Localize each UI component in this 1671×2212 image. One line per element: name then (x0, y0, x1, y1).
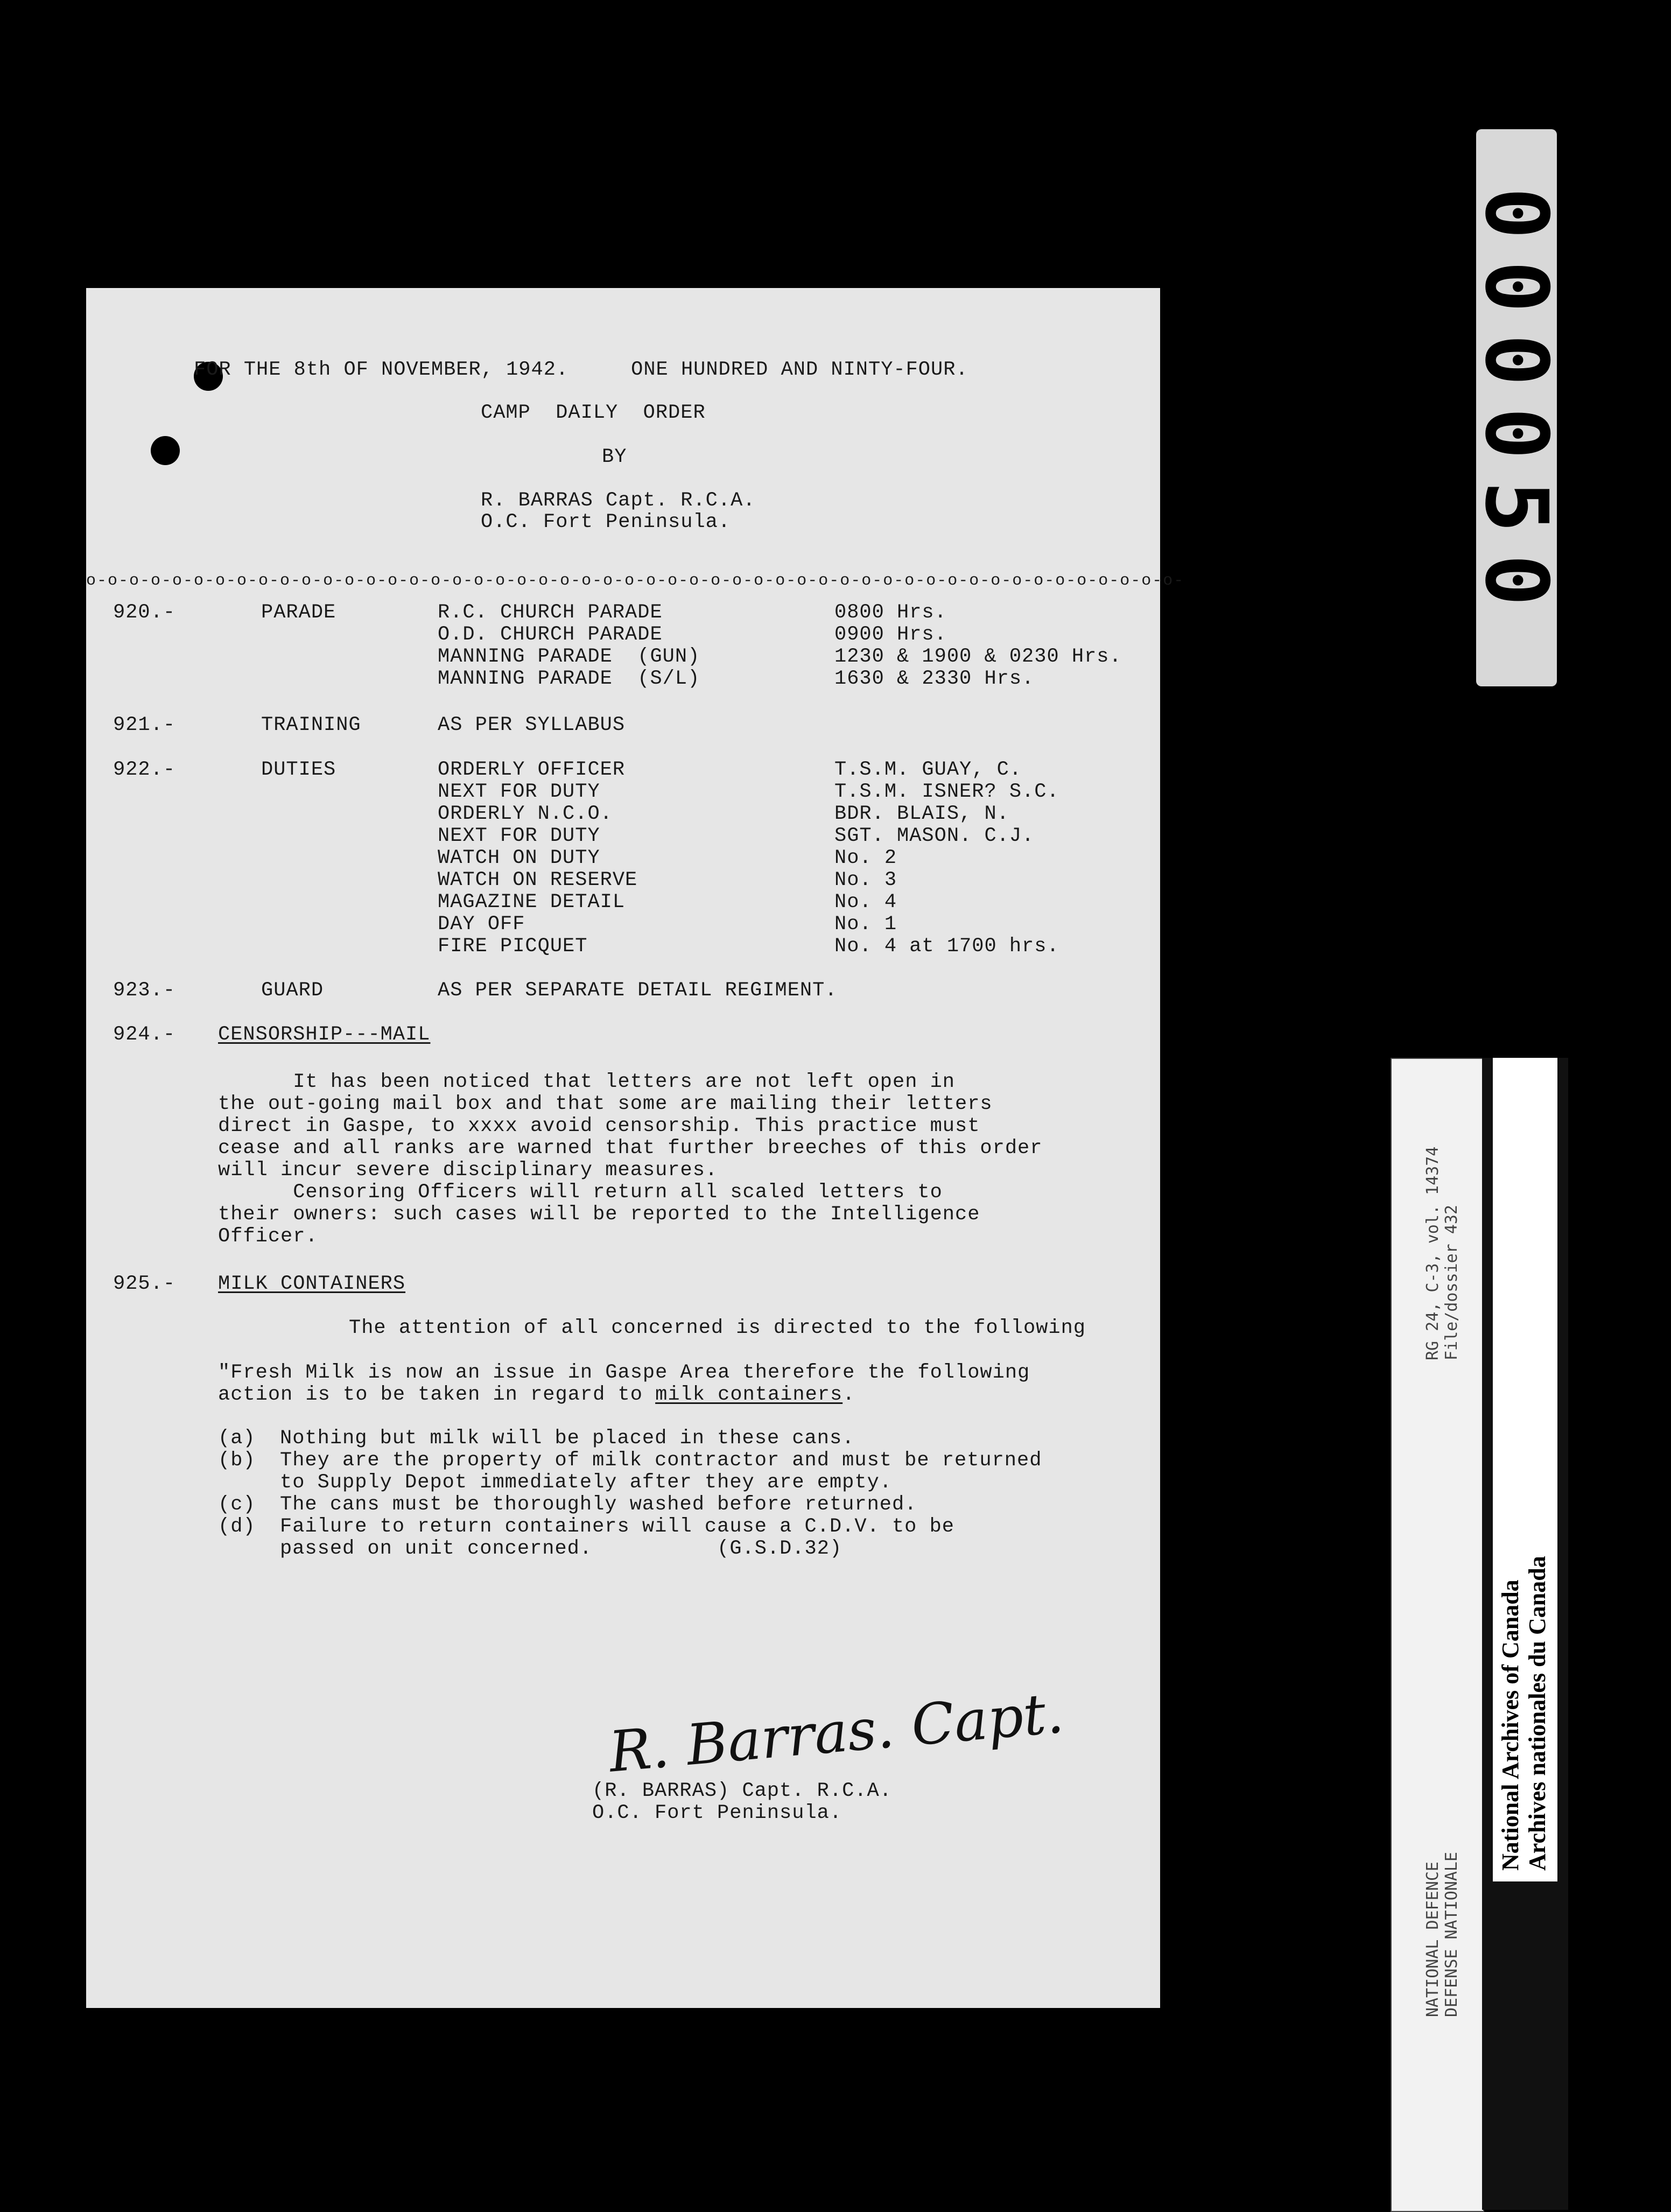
document-page (86, 288, 1185, 2008)
censorship-line: Officer. (218, 1225, 318, 1248)
order-heading: MILK CONTAINERS (218, 1273, 406, 1295)
duty-value: No. 4 (834, 891, 897, 914)
duty-value: No. 2 (834, 847, 897, 869)
order-heading: DUTIES (261, 759, 336, 781)
parade-time: 1630 & 2330 Hrs. (834, 668, 1035, 690)
list-text: to Supply Depot immediately after they are empty. (280, 1471, 892, 1494)
duty-item: FIRE PICQUET (438, 935, 588, 958)
duty-value: No. 1 (834, 913, 897, 936)
closing-unit: O.C. Fort Peninsula. (592, 1802, 842, 1824)
duty-item: NEXT FOR DUTY (438, 781, 600, 803)
order-heading: TRAINING (261, 714, 361, 736)
issuer-unit: O.C. Fort Peninsula. (481, 511, 731, 533)
divider-line: o-o-o-o-o-o-o-o-o-o-o-o-o-o-o-o-o-o-o-o-o-o-o-o-o-o-o-o-o-o-o-o-o-o-o-o-o-o-o-o-o-o-o-o-o-o-o-o-o-o-o- (86, 572, 1185, 590)
milk-containers-underlined: milk containers (655, 1384, 843, 1406)
censorship-line: Censoring Officers will return all scaled letters to (218, 1181, 943, 1204)
order-by: BY (602, 446, 627, 468)
milk-intro: The attention of all concerned is directed to the following (349, 1317, 1086, 1339)
duty-value: BDR. BLAIS, N. (834, 803, 1009, 825)
frame-number-strip (1466, 129, 1567, 686)
order-number: 924.- (113, 1023, 176, 1046)
archive-name-box (1493, 1058, 1557, 1881)
list-letter: (d) (218, 1515, 256, 1538)
archives-name-english: National Archives of Canada (1497, 1579, 1523, 1871)
handwritten-signature: R. Barras. Capt. (606, 1680, 1066, 1785)
duty-item: NEXT FOR DUTY (438, 825, 600, 847)
list-text: The cans must be thoroughly washed before returned. (280, 1493, 917, 1516)
order-heading: PARADE (261, 601, 336, 624)
censorship-line: direct in Gaspe, to xxxx avoid censorship. This practice must (218, 1115, 980, 1137)
list-text: Failure to return containers will cause a C.D.V. to be (280, 1515, 954, 1538)
order-number: 922.- (113, 759, 176, 781)
order-header-line: FOR THE 8th OF NOVEMBER, 1942. ONE HUNDRED AND NINTY-FOUR. (194, 359, 968, 381)
censorship-line: their owners: such cases will be reported to the Intelligence (218, 1203, 980, 1226)
censorship-line: will incur severe disciplinary measures. (218, 1159, 718, 1182)
parade-time: 0900 Hrs. (834, 623, 947, 646)
milk-quote-line (218, 1384, 855, 1406)
archive-label-name-panel (1482, 1058, 1568, 2210)
order-title: CAMP DAILY ORDER (481, 402, 706, 424)
duty-value: No. 3 (834, 869, 897, 891)
duty-item: ORDERLY N.C.O. (438, 803, 613, 825)
order-heading: GUARD (261, 979, 324, 1002)
list-letter: (c) (218, 1493, 256, 1516)
milk-quote-line: "Fresh Milk is now an issue in Gaspe Area therefore the following (218, 1361, 1030, 1384)
punch-hole-middle (151, 436, 180, 465)
parade-item: MANNING PARADE (S/L) (438, 668, 700, 690)
training-text: AS PER SYLLABUS (438, 714, 626, 736)
guard-text: AS PER SEPARATE DETAIL REGIMENT. (438, 979, 838, 1002)
censorship-line: It has been noticed that letters are not left open in (218, 1071, 956, 1093)
parade-time: 0800 Hrs. (834, 601, 947, 624)
parade-item: O.D. CHURCH PARADE (438, 623, 663, 646)
parade-item: R.C. CHURCH PARADE (438, 601, 663, 624)
archive-label-reference-panel (1391, 1058, 1484, 2212)
duty-item: ORDERLY OFFICER (438, 759, 626, 781)
list-text: passed on unit concerned. (G.S.D.32) (280, 1537, 842, 1560)
duty-value: T.S.M. GUAY, C. (834, 759, 1022, 781)
censorship-line: cease and all ranks are warned that further breeches of this order (218, 1137, 1043, 1160)
order-number: 920.- (113, 601, 176, 624)
order-number: 925.- (113, 1273, 176, 1295)
milk-quote-end: . (842, 1384, 855, 1406)
order-heading: CENSORSHIP---MAIL (218, 1023, 431, 1046)
duty-value: T.S.M. ISNER? S.C. (834, 781, 1059, 803)
duty-item: WATCH ON DUTY (438, 847, 600, 869)
milk-quote-text: action is to be taken in regard to (218, 1384, 656, 1406)
order-number: 921.- (113, 714, 176, 736)
department-line-2: DEFENSE NATIONALE (1442, 1851, 1461, 2017)
list-text: They are the property of milk contractor and must be returned (280, 1449, 1042, 1472)
closing-name: (R. BARRAS) Capt. R.C.A. (592, 1780, 892, 1802)
duty-item: MAGAZINE DETAIL (438, 891, 626, 914)
frame-number: 000050 (1466, 187, 1567, 628)
reference-line-2: File/dossier 432 (1442, 1205, 1461, 1360)
department-line-1: NATIONAL DEFENCE (1423, 1862, 1442, 2017)
duty-item: DAY OFF (438, 913, 525, 936)
duty-value: SGT. MASON. C.J. (834, 825, 1035, 847)
parade-time: 1230 & 1900 & 0230 Hrs. (834, 645, 1122, 668)
archives-name-french: Archives nationales du Canada (1524, 1556, 1550, 1871)
list-letter: (a) (218, 1427, 256, 1450)
list-text: Nothing but milk will be placed in these cans. (280, 1427, 855, 1450)
list-letter: (b) (218, 1449, 256, 1472)
duty-value: No. 4 at 1700 hrs. (834, 935, 1059, 958)
duty-item: WATCH ON RESERVE (438, 869, 638, 891)
order-number: 923.- (113, 979, 176, 1002)
reference-line-1: RG 24, C-3, vol. 14374 (1423, 1146, 1442, 1360)
censorship-line: the out-going mail box and that some are mailing their letters (218, 1093, 993, 1115)
parade-item: MANNING PARADE (GUN) (438, 645, 700, 668)
issuer-name: R. BARRAS Capt. R.C.A. (481, 489, 756, 512)
